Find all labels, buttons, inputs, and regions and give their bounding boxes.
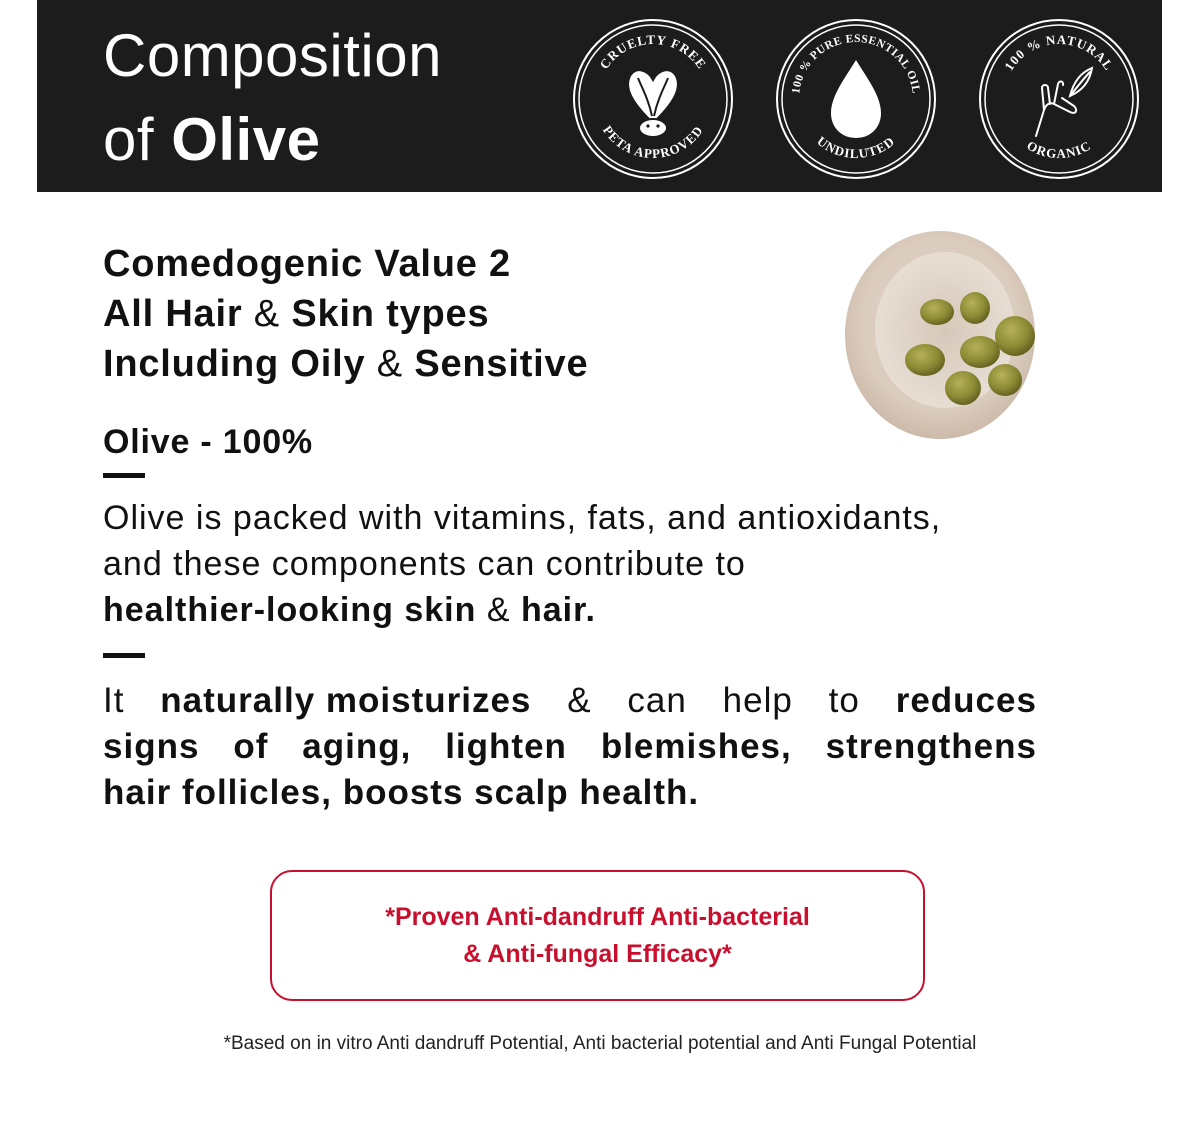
benefit-word: to (828, 681, 860, 720)
desc-amp: & (486, 591, 511, 629)
benefits-line3 (103, 770, 699, 816)
benefit-word: can (627, 681, 687, 720)
desc-bold-hair: hair. (520, 591, 596, 629)
comedogenic-value (103, 245, 511, 283)
ingredient-percentage: Olive - 100% (103, 423, 313, 461)
badge1-bottom-text: PETA APPROVED (599, 122, 707, 162)
header-banner (37, 0, 1162, 192)
svg-text:CRUELTY FREE (596, 32, 709, 72)
benefit-bold-reduces: reduces (895, 681, 1037, 720)
benefit-word: & (567, 681, 592, 720)
title-prefix: of (103, 106, 155, 173)
bunny-heart-icon (628, 70, 678, 137)
description-line2: and these components can contribute to (103, 545, 746, 583)
benefit-word: It (103, 681, 125, 720)
divider-dash (103, 473, 145, 478)
olive-bowl-image (845, 230, 1035, 440)
description-line1: Olive is packed with vitamins, fats, and antioxidants, (103, 499, 942, 537)
description-line3 (103, 587, 596, 633)
spec-skin-types: Skin types (291, 293, 490, 335)
benefit-word: help (722, 681, 793, 720)
oil-drop-icon (831, 60, 881, 138)
footnote: *Based on in vitro Anti dandruff Potential, Anti bacterial potential and Anti Fungal Potential (223, 1033, 977, 1054)
page-title-line1: Composition (103, 22, 442, 89)
badge3-top-text: 100 % NATURAL (1001, 31, 1117, 74)
spec-sensitive: Sensitive (414, 343, 589, 385)
benefit-bold: blemishes, (600, 727, 792, 766)
hand-leaf-icon (1036, 68, 1092, 136)
callout-line2: & Anti-fungal Efficacy* (463, 939, 732, 968)
benefit-bold: strengthens (825, 727, 1037, 766)
title-product: Olive (171, 106, 321, 173)
page-title-line2 (103, 106, 321, 173)
desc-bold-skin: healthier-looking skin (103, 591, 477, 629)
divider-dash-2 (103, 653, 145, 658)
svg-text:100 % NATURAL (1001, 32, 1117, 73)
benefit-bold-line3: hair follicles, boosts scalp health. (103, 773, 700, 812)
badge2-bottom-text: UNDILUTED (814, 133, 898, 162)
benefit-bold: signs (103, 727, 200, 766)
comedogenic-text: Comedogenic Value 2 (103, 243, 511, 285)
benefit-bold: lighten (445, 727, 567, 766)
pure-oil-badge (775, 18, 937, 180)
benefits-line2 (103, 724, 1037, 770)
hair-skin-types (103, 295, 489, 333)
benefit-bold: of (233, 727, 269, 766)
badge1-top-text: CRUELTY FREE (596, 31, 710, 72)
benefit-bold: aging, (302, 727, 412, 766)
benefits-line1 (103, 678, 1037, 724)
callout-line1: *Proven Anti-dandruff Anti-bacterial (385, 902, 810, 931)
spec-amp2: & (376, 343, 403, 385)
spec-oily: Including Oily (103, 343, 366, 385)
spec-amp1: & (253, 293, 280, 335)
svg-text:ORGANIC (1025, 138, 1094, 162)
natural-organic-badge (978, 18, 1140, 180)
efficacy-callout (270, 870, 925, 1001)
benefit-bold-moisturizes: naturally moisturizes (160, 681, 532, 720)
badge2-top-text: 100 % PURE ESSENTIAL OIL (790, 32, 922, 95)
cruelty-free-badge (572, 18, 734, 180)
oily-sensitive (103, 345, 588, 383)
badge3-bottom-text: ORGANIC (1024, 137, 1094, 162)
spec-hair: All Hair (103, 293, 243, 335)
